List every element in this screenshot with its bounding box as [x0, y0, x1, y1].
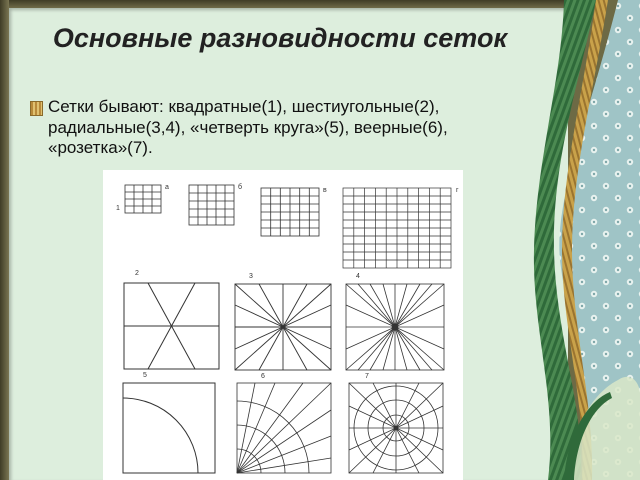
grid-types-drawing [103, 170, 463, 480]
square-grid-g [343, 188, 451, 268]
quarter-circle-grid [123, 383, 215, 473]
figure-label-4: 4 [356, 273, 360, 280]
square-bullet-icon [30, 101, 43, 116]
decorative-drapery [468, 0, 640, 480]
figure-label-1: 1 [116, 205, 120, 212]
figure-label-6: 6 [261, 373, 265, 380]
figure-letter-b: б [238, 184, 243, 191]
figure-letter-a: а [165, 184, 169, 191]
figure-label-2: 2 [135, 270, 139, 277]
bullet-text: Сетки бывают: квадратные(1), шестиугольные(2), радиальные(3,4), «четверть круга»(5), веерные(6), «розетка»(7). [48, 97, 448, 157]
figure-letter-g: г [456, 187, 459, 194]
figure-letter-v: в [323, 187, 327, 194]
figure-label-5: 5 [143, 372, 147, 379]
grid-types-figure [103, 170, 463, 480]
radial-grid-3 [235, 284, 331, 370]
fan-grid [237, 383, 331, 473]
figure-label-3: 3 [249, 273, 253, 280]
hexagonal-grid [124, 283, 219, 369]
figure-label-7: 7 [365, 373, 369, 380]
square-grid-v [261, 188, 319, 236]
slide-title: Основные разновидности сеток [52, 23, 508, 53]
square-grid-b [189, 185, 234, 225]
rosette-grid [349, 383, 443, 473]
square-grid-a [125, 185, 161, 213]
radial-grid-4 [346, 284, 444, 370]
slide-frame-left [0, 0, 9, 480]
